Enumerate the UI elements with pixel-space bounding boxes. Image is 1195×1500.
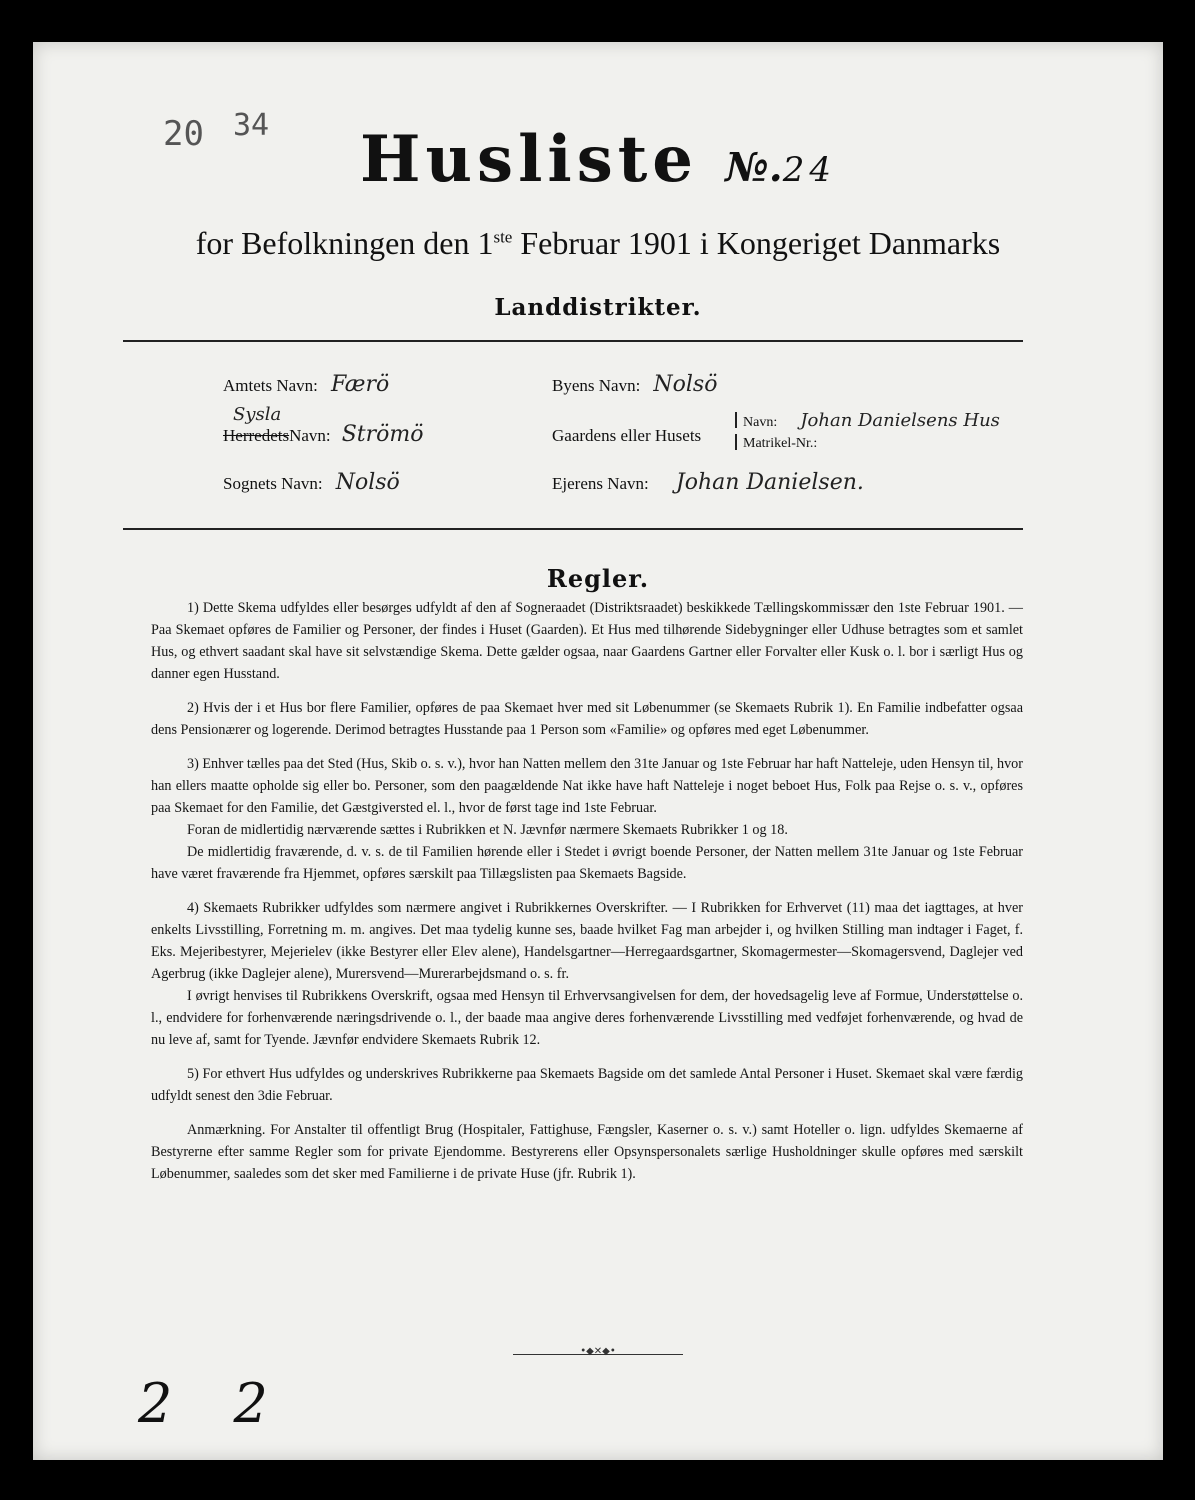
rule-annotation: Anmærkning. For Anstalter til offentligt Brug (Hospitaler, Fattighuse, Fængsler, Kaserner o. s. v.) samt Hoteller o. lign. udfyldes Skemaerne af Bestyrerne efter samme Regler som for private Ejendomme. Bestyrerens eller Opsynspersonalets særlige Husholdninger skulle opføres med særskilt Løbenummer, saaledes som det sker med Familierne i de private Huse (jfr. Rubrik 1). [151, 1122, 1023, 1182]
form-subtitle [33, 225, 1163, 262]
divider-top [123, 340, 1023, 342]
subtitle-text-tail: Februar 1901 i Kongeriget Danmarks [512, 225, 1001, 261]
herredets-struck-label: Herredets [223, 426, 290, 445]
ejerens-field [552, 470, 864, 495]
navn-value: Johan Danielsens Hus [800, 410, 1000, 431]
amtets-value: Færö [331, 372, 390, 397]
rule-4: 4) Skemaets Rubrikker udfyldes som nærmere angivet i Rubrikkernes Overskrifter. — I Rubrikken for Erhvervet (11) maa det iagttages, at hver enkelts Livsstilling, Forretning m. m. angives. Det maa tydelig kunne ses, baade hvilket Fag man arbejder i, og hvilken Stilling man indtager i Faget, f. Eks. Mejeribestyrer, Mejerielev (ikke Bestyrer eller Elev alene), Handelsgartner—Herregaardsgartner, Skomagermester—Skomagersvend, Daglejer ved Agerbrug (ikke Daglejer alene), Murersvend—Murerarbejdsmand o. s. fr. [151, 900, 1023, 982]
byens-value: Nolsö [653, 372, 718, 397]
bracket-bottom [735, 434, 737, 450]
ornament: •◆✕◆• [580, 1346, 616, 1357]
byens-label: Byens Navn: [552, 376, 641, 395]
sognets-label: Sognets Navn: [223, 474, 323, 493]
ejerens-label: Ejerens Navn: [552, 474, 649, 493]
subtitle-superscript: ste [493, 227, 513, 247]
bracket-top [735, 412, 737, 428]
rules-heading: Regler. [546, 564, 650, 593]
byens-field [552, 372, 717, 397]
divider-bottom [123, 528, 1023, 530]
herredets-field [223, 422, 424, 447]
rule-3-note-absent: De midlertidig fraværende, d. v. s. de til Familien hørende eller i Stedet i øvrigt boende Personer, der Natten mellem 31te Januar og 1ste Februar have været fraværende fra Hjemmet, opføres særskilt paa Tillægslisten paa Skemaets Bagside. [151, 844, 1023, 882]
herredets-value: Strömö [341, 422, 424, 447]
gaardens-label: Gaardens eller Husets [552, 426, 702, 445]
amtets-field [223, 372, 389, 397]
matrikel-label: Matrikel-Nr.: [743, 436, 818, 451]
navn-label: Navn: [743, 415, 778, 430]
census-form-sheet [33, 42, 1163, 1460]
district-heading: Landdistrikter. [494, 294, 702, 321]
amtets-label: Amtets Navn: [223, 376, 318, 395]
archive-number-secondary: 34 [233, 108, 270, 143]
sognets-field [223, 470, 400, 495]
title-text: Husliste [360, 122, 698, 197]
herredets-handwritten-text: Sysla [233, 404, 282, 425]
number-mark: №. [725, 144, 783, 191]
archive-number: 20 [163, 114, 204, 154]
rule-3-note-n: Foran de midlertidig nærværende sættes i Rubrikken et N. Jævnfør nærmere Skemaets Rubrikker 1 og 18. [187, 822, 788, 838]
rule-1: 1) Dette Skema udfyldes eller besørges udfyldt af den af Sogneraadet (Distriktsraadet) beskikkede Tællingskommissær den 1ste Februar 1901. — Paa Skemaet opføres de Familier og Personer, der findes i Huset (Gaarden). Et Hus med tilhørende Sidebygninger eller Udhuse betragtes som et samlet Hus, og ethvert saadant skal have sit selvstændige Skema. Dette gælder ogsaa, naar Gaardens Gartner eller Forvalter eller Kusk o. l. bor i særligt Hus og danner egen Husstand. [151, 600, 1023, 682]
ejerens-value: Johan Danielsen. [675, 470, 864, 495]
subtitle-text: for Befolkningen den 1 [195, 225, 494, 261]
rule-5: 5) For ethvert Hus udfyldes og underskrives Rubrikkerne paa Skemaets Bagside om det samlede Antal Personer i Huset. Skemaet skal være færdig udfyldt senest den 3die Februar. [151, 1066, 1023, 1104]
form-title [33, 122, 1163, 197]
rule-3: 3) Enhver tælles paa det Sted (Hus, Skib o. s. v.), hvor han Natten mellem den 31te Januar og 1ste Februar har haft Natteleje, uden Hensyn til, hvor han ellers maatte opholde sig eller bo. Personer, som den paagældende Nat ikke have haft Natteleje i noget beboet Hus, Folk paa Rejse o. s. v., opføres paa Skemaet for den Familie, det Gæstgiversted el. l., hvor de først tage ind 1ste Februar. [151, 756, 1023, 816]
rule-4-note: I øvrigt henvises til Rubrikkens Overskrift, ogsaa med Hensyn til Erhvervsangivelsen for dem, der hovedsagelig leve af Formue, Understøttelse o. l., endvidere for forhenværende næringsdrivende o. l., der baade maa angive deres forhenværende Livsstilling med vedføjet forhenværende, og hvad de nu leve af, samt for Tyende. Jævnfør endvidere Skemaets Rubrik 12. [151, 988, 1023, 1048]
herredets-label: Navn: [289, 426, 331, 445]
navn-field [743, 410, 1000, 431]
rule-2: 2) Hvis der i et Hus bor flere Familier, opføres de paa Skemaet hver med sit Løbenummer (se Skemaets Rubrik 1). En Familie indbefatter ogsaa dens Pensionærer og logerende. Derimod betragtes Husstande paa 1 Person som «Familie» og opføres med eget Løbenummer. [151, 700, 1023, 738]
sognets-value: Nolsö [335, 470, 400, 495]
house-number: 24 [782, 150, 836, 190]
rules-body [151, 597, 1023, 1197]
page-number: 2 2 [138, 1372, 290, 1435]
